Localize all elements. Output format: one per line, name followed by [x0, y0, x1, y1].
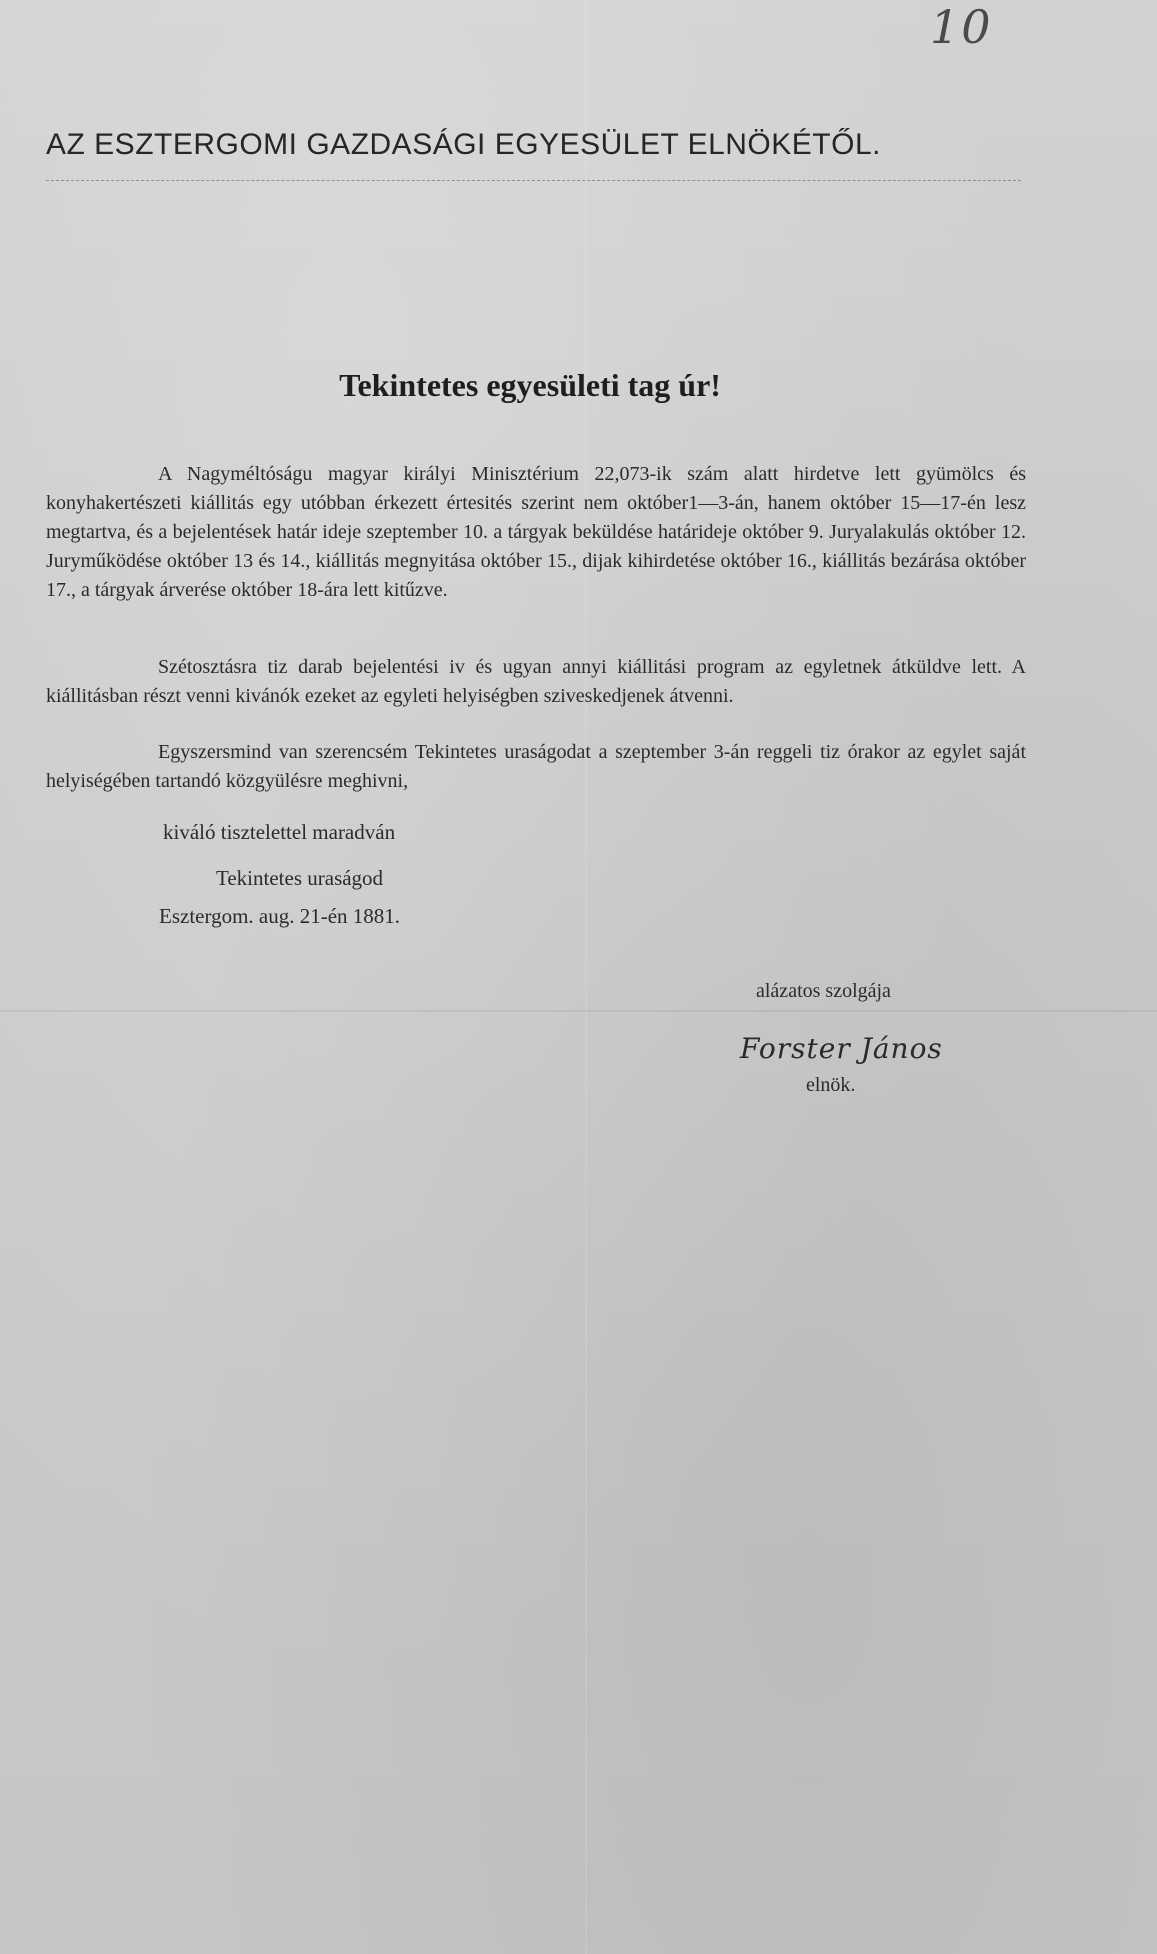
closing-address: Tekintetes uraságod [216, 866, 384, 890]
paragraph-invitation [46, 738, 1026, 796]
place-date: Esztergom. aug. 21-én 1881. [159, 904, 401, 928]
paragraph-text: A Nagyméltóságu magyar királyi Minisztérium 22,073-ik szám alatt hirdetve lett gyümölcs és konyhakertészeti kiállitás egy utóbban érkezett értesités szerint nem október1—3-án, hanem október 15—17-én lesz megtartva, és a bejelentések határ ideje szeptember 10. a tárgyak beküldése határideje október 9. Juryalakulás október 12. Juryműködése október 13 és 14., kiállitás megnyitása október 15., dijak kihirdetése október 16., kiállitás bezárása október 17., a tárgyak árverése október 18-ára lett kitűzve. [46, 463, 1026, 601]
paper-fold-horizontal [0, 1010, 1157, 1012]
archive-number: 10 [930, 0, 993, 54]
paragraph-exhibition-dates [46, 460, 1026, 605]
signoff-servant: alázatos szolgája [756, 980, 891, 1002]
salutation: Tekintetes egyesületi tag úr! [339, 367, 721, 403]
closing-respect: kiváló tisztelettel maradván [163, 820, 396, 844]
paragraph-text: Szétosztásra tiz darab bejelentési iv és ugyan annyi kiállitási program az egyletnek átküldve lett. A kiállitásban részt venni kivánók ezeket az egyleti helyiségben sziveskedjenek átvenni. [46, 656, 1026, 707]
paper-fold-vertical [585, 0, 587, 1954]
letterhead: AZ ESZTERGOMI GAZDASÁGI EGYESÜLET ELNÖKÉTŐL. [46, 128, 881, 161]
signature: Forster János [740, 1032, 943, 1065]
signer-role: elnök. [806, 1074, 856, 1096]
paragraph-text: Egyszersmind van szerencsém Tekintetes uraságodat a szeptember 3-án reggeli tiz órakor az egylet saját helyiségében tartandó közgyülésre meghivni, [46, 741, 1026, 792]
paragraph-forms [46, 653, 1026, 711]
letterhead-rule [46, 180, 1021, 181]
